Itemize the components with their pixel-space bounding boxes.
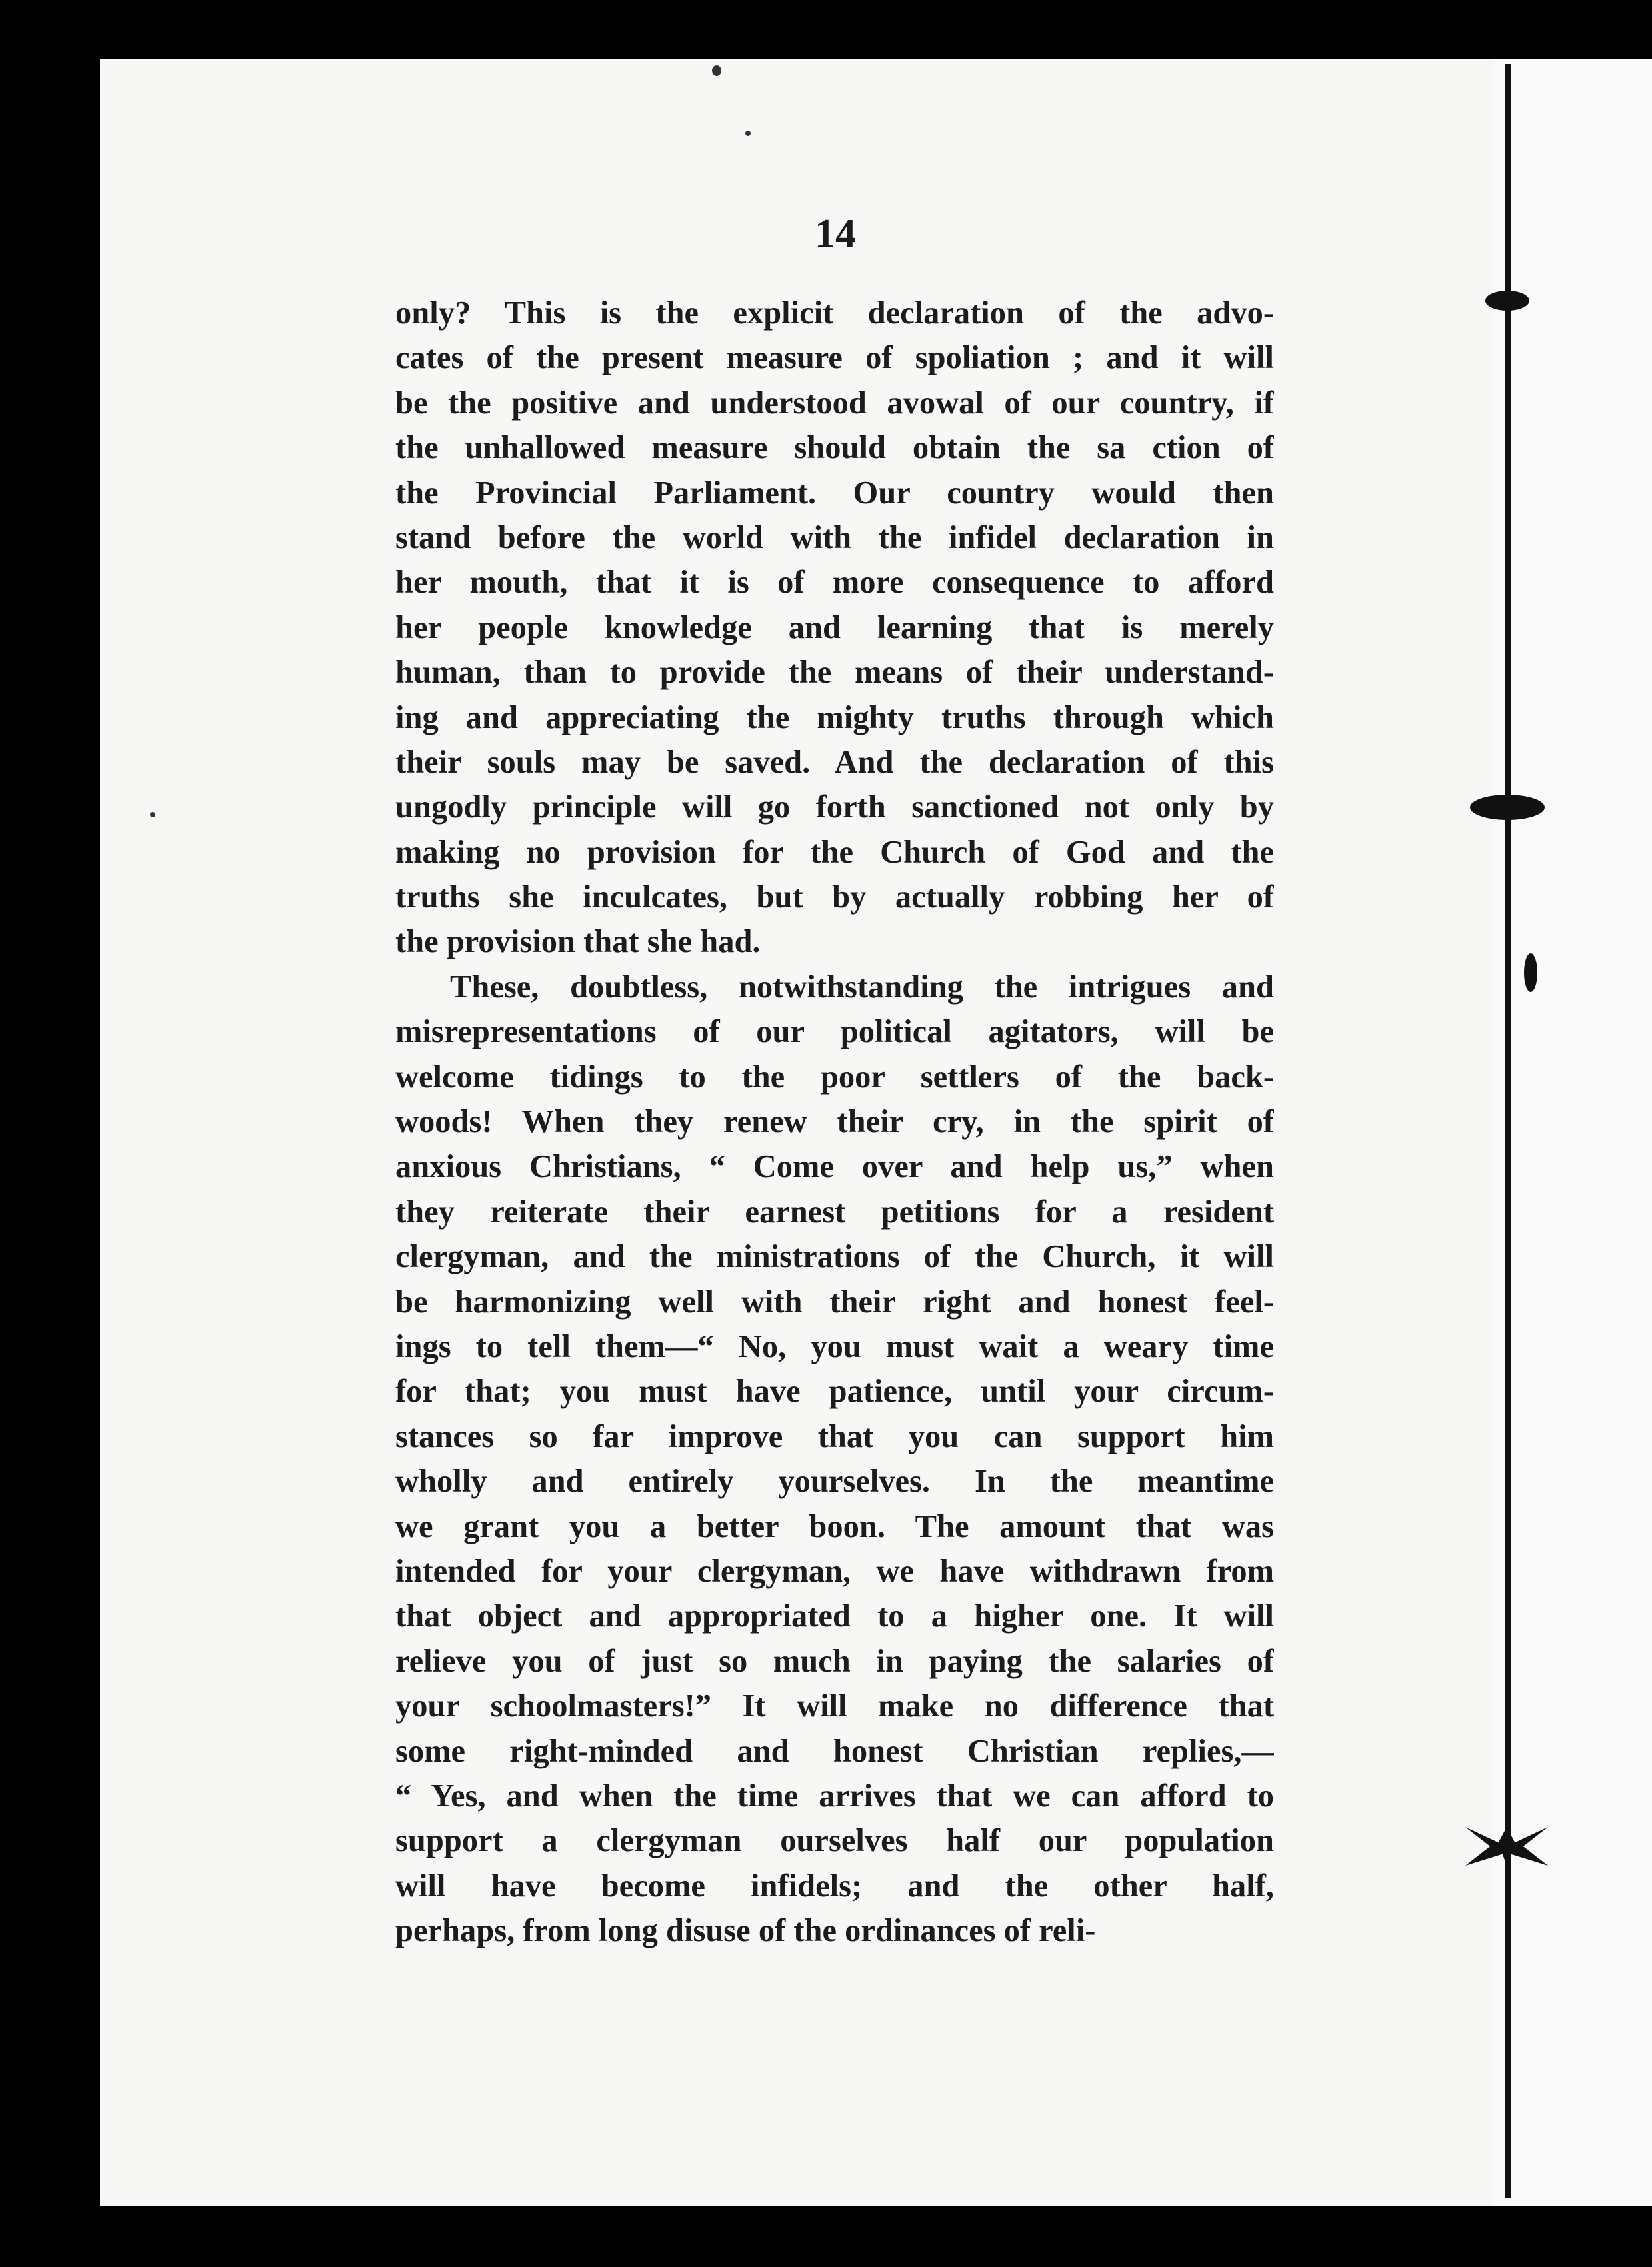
text-line: your schoolmasters!” It will make no difference that bbox=[395, 1688, 1274, 1724]
text-line: the provision that she had. bbox=[395, 924, 761, 960]
speck bbox=[150, 812, 155, 817]
text-line: her people knowledge and learning that is merely bbox=[395, 609, 1274, 645]
text-line: These, doubtless, notwithstanding the intrigues and bbox=[450, 969, 1274, 1005]
text-line: ings to tell them—“ No, you must wait a weary time bbox=[395, 1328, 1274, 1364]
text-line: “ Yes, and when the time arrives that we can afford to bbox=[395, 1778, 1274, 1814]
text-line: cates of the present measure of spoliation ; and it will bbox=[395, 340, 1274, 376]
text-line: anxious Christians, “ Come over and help us,” when bbox=[395, 1149, 1274, 1185]
text-line: her mouth, that it is of more consequence to afford bbox=[395, 565, 1274, 601]
book-spine-line bbox=[1505, 64, 1511, 2198]
text-line: they reiterate their earnest petitions for a resident bbox=[395, 1194, 1274, 1230]
text-line: wholly and entirely yourselves. In the meantime bbox=[395, 1464, 1274, 1500]
text-line: some right-minded and honest Christian replies,— bbox=[395, 1733, 1274, 1769]
text-line: ungodly principle will go forth sanctioned not only by bbox=[395, 789, 1274, 825]
text-line: that object and appropriated to a higher one. It will bbox=[395, 1598, 1274, 1634]
text-line: ing and appreciating the mighty truths through which bbox=[395, 699, 1274, 735]
text-line: perhaps, from long disuse of the ordinances of reli- bbox=[395, 1913, 1096, 1949]
speck bbox=[712, 65, 721, 76]
text-line: the unhallowed measure should obtain the sa ction of bbox=[395, 430, 1274, 466]
page-gutter bbox=[1493, 59, 1652, 2206]
text-line: stand before the world with the infidel declaration in bbox=[395, 519, 1274, 555]
text-line: clergyman, and the ministrations of the Church, it will bbox=[395, 1239, 1274, 1275]
text-line: welcome tidings to the poor settlers of the back- bbox=[395, 1059, 1274, 1095]
speck bbox=[745, 131, 751, 136]
text-line: the Provincial Parliament. Our country would then bbox=[395, 475, 1274, 511]
page-number: 14 bbox=[815, 211, 856, 257]
text-line: intended for your clergyman, we have withdrawn from bbox=[395, 1553, 1274, 1589]
text-line: relieve you of just so much in paying the salaries of bbox=[395, 1643, 1274, 1679]
binding-mark-middle bbox=[1470, 795, 1545, 820]
text-line: making no provision for the Church of God and the bbox=[395, 834, 1274, 870]
text-line: their souls may be saved. And the declaration of this bbox=[395, 744, 1274, 780]
text-line: woods! When they renew their cry, in the spirit of bbox=[395, 1104, 1274, 1140]
text-line: truths she inculcates, but by actually robbing her of bbox=[395, 879, 1274, 915]
text-line: misrepresentations of our political agitators, will be bbox=[395, 1014, 1274, 1050]
text-line: for that; you must have patience, until your circum- bbox=[395, 1374, 1274, 1410]
text-line: we grant you a better boon. The amount that was bbox=[395, 1508, 1274, 1544]
text-line: support a clergyman ourselves half our population bbox=[395, 1823, 1274, 1859]
text-line: stances so far improve that you can support him bbox=[395, 1418, 1274, 1454]
text-line: be harmonizing well with their right and honest feel- bbox=[395, 1284, 1274, 1320]
page-body-text bbox=[395, 291, 1274, 1953]
text-line: only? This is the explicit declaration of the advo- bbox=[395, 295, 1274, 331]
text-line: be the positive and understood avowal of our country, if bbox=[395, 385, 1274, 421]
binding-mark-lower bbox=[1524, 953, 1537, 992]
text-line: human, than to provide the means of their understand- bbox=[395, 655, 1274, 691]
binding-mark-top bbox=[1485, 291, 1529, 311]
text-line: will have become infidels; and the other half, bbox=[395, 1868, 1274, 1904]
